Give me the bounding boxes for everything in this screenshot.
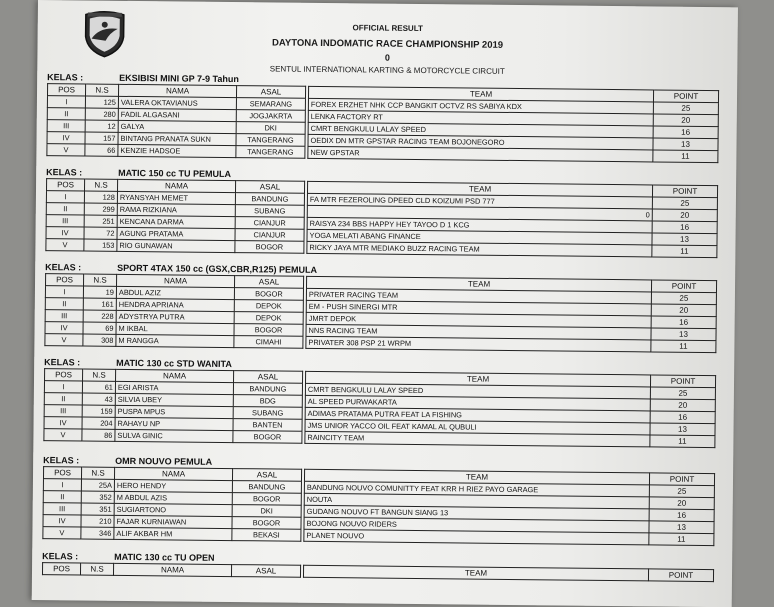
header-team: TEAM — [306, 371, 651, 387]
ns-cell: 280 — [85, 108, 118, 120]
class-name: MATIC 150 cc TU PEMULA — [118, 167, 232, 180]
ns-cell: 204 — [82, 417, 115, 429]
nama-cell: RIO GUNAWAN — [117, 239, 235, 252]
asal-cell: BOGOR — [235, 241, 304, 254]
nama-cell: ADYSTRYA PUTRA — [116, 310, 234, 323]
ns-cell: 153 — [84, 239, 117, 251]
nama-cell: BINTANG PRANATA SUKN — [118, 132, 236, 145]
point-cell: 11 — [652, 245, 717, 258]
point-cell: 11 — [650, 435, 715, 448]
pos-cell: II — [47, 108, 85, 120]
asal-cell: BANDUNG — [233, 383, 302, 396]
point-cell: 20 — [650, 399, 715, 412]
header-point: POINT — [648, 569, 713, 582]
point-cell: 20 — [653, 114, 718, 127]
asal-cell: DKI — [236, 122, 305, 135]
team-cell: FA MTR FEZEROLING DPEED CLD KOIZUMI PSD 777 — [307, 193, 652, 209]
header-asal: ASAL — [232, 469, 301, 482]
ns-cell: 25A — [81, 479, 114, 491]
pos-cell: III — [45, 310, 83, 322]
pos-cell: V — [44, 429, 82, 441]
team-cell: RICKY JAYA MTR MEDIAKO BUZZ RACING TEAM — [307, 241, 652, 257]
class-heading — [42, 551, 214, 563]
team-cell: EM - PUSH SINERGI MTR — [306, 300, 651, 316]
pos-cell: III — [44, 405, 82, 417]
organizer-logo — [81, 10, 128, 58]
nama-cell: EGI ARISTA — [115, 381, 233, 394]
asal-cell: BANDUNG — [232, 481, 301, 494]
class-name: SPORT 4TAX 150 cc (GSX,CBR,R125) PEMULA — [117, 262, 318, 275]
ns-cell: 299 — [84, 203, 117, 215]
nama-cell: RAHAYU NP — [115, 417, 233, 430]
team-cell: PRIVATER RACING TEAM — [306, 288, 651, 304]
point-cell: 13 — [651, 328, 716, 341]
point-cell: 16 — [652, 221, 717, 234]
nama-cell: RAMA RIZKIANA — [117, 203, 235, 216]
ns-cell: 86 — [82, 429, 115, 441]
kelas-label: KELAS : — [45, 262, 82, 273]
header-ns: N.S — [85, 179, 118, 191]
nama-cell: AGUNG PRATAMA — [117, 227, 235, 240]
header-team: TEAM — [307, 181, 652, 197]
ns-cell: 308 — [83, 334, 116, 346]
ns-cell: 210 — [81, 515, 114, 527]
kelas-label: KELAS : — [44, 357, 81, 368]
nama-cell: HERO HENDY — [114, 479, 232, 492]
header-nama: NAMA — [118, 84, 236, 97]
header-pos: POS — [47, 84, 85, 96]
header-asal: ASAL — [231, 565, 300, 578]
ns-cell: 72 — [84, 227, 117, 239]
header-team: TEAM — [303, 565, 648, 581]
asal-cell: SUBANG — [233, 407, 302, 420]
header-nama: NAMA — [116, 369, 234, 382]
header-pos: POS — [43, 467, 81, 479]
nama-cell: HENDRA APRIANA — [116, 298, 234, 311]
header-asal: ASAL — [234, 371, 303, 384]
point-cell: 25 — [652, 197, 717, 210]
nama-cell: M RANGGA — [116, 334, 234, 347]
nama-cell: M ABDUL AZIS — [114, 491, 232, 504]
asal-cell: CIANJUR — [235, 229, 304, 242]
header-point: POINT — [653, 90, 718, 103]
team-cell: GUDANG NOUVO FT BANGUN SIANG 13 — [304, 505, 649, 521]
pos-cell: I — [45, 286, 83, 298]
pos-cell: IV — [45, 322, 83, 334]
ns-cell: 69 — [83, 322, 116, 334]
team-cell: AL SPEED PURWAKARTA — [305, 395, 650, 411]
nama-cell: M IKBAL — [116, 322, 234, 335]
header-pos: POS — [45, 369, 83, 381]
ns-cell: 228 — [83, 310, 116, 322]
header-ns: N.S — [81, 467, 114, 479]
pos-cell: II — [45, 298, 83, 310]
pos-cell: II — [43, 491, 81, 503]
asal-cell: SUBANG — [235, 205, 304, 218]
class-heading — [44, 357, 232, 369]
pos-cell: IV — [47, 132, 85, 144]
event-title: DAYTONA INDOMATIC RACE CHAMPIONSHIP 2019 — [271, 37, 504, 51]
ns-cell: 128 — [84, 191, 117, 203]
team-cell: ADIMAS PRATAMA PUTRA FEAT LA FISHING — [305, 407, 650, 423]
pos-cell: IV — [44, 417, 82, 429]
asal-cell: DEPOK — [234, 300, 303, 313]
nama-cell: ALIF AKBAR HM — [114, 527, 232, 540]
nama-cell: GALYA — [118, 120, 236, 133]
result-table — [45, 178, 718, 258]
team-cell: PRIVATER 308 PSP 21 WRPM — [306, 336, 651, 352]
header-team: TEAM — [306, 276, 651, 292]
pos-cell: I — [44, 381, 82, 393]
team-cell: BANDUNG NOUVO COMUNITTY FEAT KRR H RIEZ PAYO GARAGE — [304, 481, 649, 497]
nama-cell: PUSPA MPUS — [115, 405, 233, 418]
venue: SENTUL INTERNATIONAL KARTING & MOTORCYCLE CIRCUIT — [269, 64, 505, 76]
team-cell: CMRT BENGKULU LALAY SPEED — [308, 122, 653, 138]
team-cell: NOUTA — [304, 493, 649, 509]
header-asal: ASAL — [235, 181, 304, 194]
nama-cell: FAJAR KURNIAWAN — [114, 515, 232, 528]
result-table — [46, 83, 719, 163]
nama-cell: VALERA OKTAVIANUS — [118, 96, 236, 109]
header-ns: N.S — [83, 369, 116, 381]
team-cell: BOJONG NOUVO RIDERS — [304, 517, 649, 533]
ns-cell: 352 — [81, 491, 114, 503]
point-cell: 13 — [649, 521, 714, 534]
team-cell: JMRT DEPOK — [306, 312, 651, 328]
result-table — [44, 273, 717, 353]
header-point: POINT — [650, 375, 715, 388]
header-point: POINT — [652, 185, 717, 198]
nama-cell: KENCANA DARMA — [117, 215, 235, 228]
class-heading — [47, 72, 239, 84]
team-cell: YOGA MELATI ABANG FINANCE — [307, 229, 652, 245]
pos-cell: II — [44, 393, 82, 405]
result-table — [42, 562, 714, 582]
asal-cell: TANGERANG — [236, 134, 305, 147]
header-team: TEAM — [308, 86, 653, 102]
official-result-heading: OFFICIAL RESULT — [352, 23, 423, 34]
pos-cell: III — [46, 215, 84, 227]
ns-cell: 12 — [85, 120, 118, 132]
header-point: POINT — [651, 280, 716, 293]
kelas-label: KELAS : — [43, 455, 80, 466]
asal-cell: TANGERANG — [236, 146, 305, 159]
asal-cell: CIANJUR — [235, 217, 304, 230]
asal-cell: BANDUNG — [235, 193, 304, 206]
asal-cell: BOGOR — [232, 517, 301, 530]
class-name: MATIC 130 cc STD WANITA — [116, 357, 232, 370]
team-cell: NNS RACING TEAM — [306, 324, 651, 340]
ns-cell: 161 — [83, 298, 116, 310]
header-point: POINT — [649, 473, 714, 486]
point-cell: 25 — [649, 485, 714, 498]
header-nama: NAMA — [114, 467, 232, 480]
round-number: 0 — [384, 52, 390, 63]
table-header-row — [42, 563, 713, 582]
ns-cell: 61 — [82, 381, 115, 393]
result-table — [43, 368, 716, 448]
asal-cell: DKI — [232, 505, 301, 518]
asal-cell: SEMARANG — [236, 98, 305, 111]
point-cell: 16 — [651, 316, 716, 329]
pos-cell: II — [46, 203, 84, 215]
header-pos: POS — [42, 563, 80, 575]
kelas-label: KELAS : — [42, 551, 79, 562]
nama-cell: SUGIARTONO — [114, 503, 232, 516]
header-pos: POS — [46, 274, 84, 286]
pos-cell: IV — [46, 227, 84, 239]
asal-cell: BOGOR — [233, 431, 302, 444]
point-cell: 16 — [653, 126, 718, 139]
point-cell: 20 — [652, 209, 717, 222]
asal-cell: BANTEN — [233, 419, 302, 432]
asal-cell: CIMAHI — [234, 336, 303, 349]
point-cell: 25 — [651, 292, 716, 305]
nama-cell: RYANSYAH MEMET — [117, 191, 235, 204]
ns-cell: 346 — [81, 527, 114, 539]
pos-cell: I — [43, 479, 81, 491]
result-sheet — [32, 0, 738, 607]
header-nama: NAMA — [117, 274, 235, 287]
nama-cell: ABDUL AZIZ — [116, 286, 234, 299]
pos-cell: V — [43, 527, 81, 539]
team-cell: FOREX ERZHET NHK CCP BANGKIT OCTVZ RS SABIYA KDX — [308, 98, 653, 114]
asal-cell: BOGOR — [232, 493, 301, 506]
nama-cell: SILVIA UBEY — [115, 393, 233, 406]
class-heading — [46, 167, 231, 179]
ns-cell: 159 — [82, 405, 115, 417]
ns-cell: 125 — [85, 96, 118, 108]
point-cell: 11 — [653, 150, 718, 163]
point-cell: 11 — [649, 533, 714, 546]
header-pos: POS — [47, 179, 85, 191]
pos-cell: V — [46, 239, 84, 251]
result-table — [42, 466, 715, 546]
team-cell: NEW GPSTAR — [308, 146, 653, 162]
ns-cell: 351 — [81, 503, 114, 515]
header-ns: N.S — [84, 274, 117, 286]
asal-cell: JOGJAKRTA — [236, 110, 305, 123]
team-cell: CMRT BENGKULU LALAY SPEED — [305, 383, 650, 399]
ns-cell: 19 — [83, 286, 116, 298]
pos-cell: III — [43, 503, 81, 515]
ns-cell: 66 — [85, 144, 118, 156]
class-name: MATIC 130 cc TU OPEN — [114, 551, 215, 563]
asal-cell: BOGOR — [234, 288, 303, 301]
asal-cell: BOGOR — [234, 324, 303, 337]
kelas-label: KELAS : — [46, 167, 83, 178]
point-cell: 16 — [650, 411, 715, 424]
team-cell: RAINCITY TEAM — [305, 431, 650, 447]
point-cell: 11 — [651, 340, 716, 353]
pos-cell: IV — [43, 515, 81, 527]
pos-cell: V — [47, 144, 85, 156]
nama-cell: FADIL ALGASANI — [118, 108, 236, 121]
kelas-label: KELAS : — [47, 72, 84, 83]
class-name: OMR NOUVO PEMULA — [115, 455, 213, 467]
header-asal: ASAL — [234, 276, 303, 289]
nama-cell: SULVA GINIC — [115, 429, 233, 442]
ns-cell: 43 — [82, 393, 115, 405]
point-cell: 13 — [653, 138, 718, 151]
ns-cell: 251 — [84, 215, 117, 227]
point-cell: 25 — [653, 102, 718, 115]
ns-cell: 157 — [85, 132, 118, 144]
point-cell: 20 — [649, 497, 714, 510]
team-cell: PLANET NOUVO — [304, 529, 649, 545]
header-nama: NAMA — [118, 179, 236, 192]
point-cell: 20 — [651, 304, 716, 317]
team-cell: OEDIX DN MTR GPSTAR RACING TEAM BOJONEGORO — [308, 134, 653, 150]
point-cell: 13 — [652, 233, 717, 246]
team-cell: JMS UNIOR YACCO OIL FEAT KAMAL AL QUBULI — [305, 419, 650, 435]
pos-cell: I — [47, 96, 85, 108]
header-team: TEAM — [304, 469, 649, 485]
pos-cell: I — [46, 191, 84, 203]
pos-cell: III — [47, 120, 85, 132]
nama-cell: KENZIE HADSOE — [118, 144, 236, 157]
asal-cell: BEKASI — [232, 529, 301, 542]
point-cell: 25 — [650, 387, 715, 400]
header-ns: N.S — [85, 84, 118, 96]
team-extra-value: 0 — [645, 210, 650, 220]
team-cell: LENKA FACTORY RT — [308, 110, 653, 126]
header-asal: ASAL — [236, 86, 305, 99]
team-cell: RAISYA 234 BBS HAPPY HEY TAYOO D 1 KCG — [307, 217, 652, 233]
header-ns: N.S — [80, 563, 113, 575]
point-cell: 16 — [649, 509, 714, 522]
asal-cell: DEPOK — [234, 312, 303, 325]
pos-cell: V — [45, 334, 83, 346]
asal-cell: BDG — [233, 395, 302, 408]
point-cell: 13 — [650, 423, 715, 436]
class-heading — [43, 455, 212, 467]
header-nama: NAMA — [113, 563, 231, 576]
class-name: EKSIBISI MINI GP 7-9 Tahun — [119, 72, 239, 85]
